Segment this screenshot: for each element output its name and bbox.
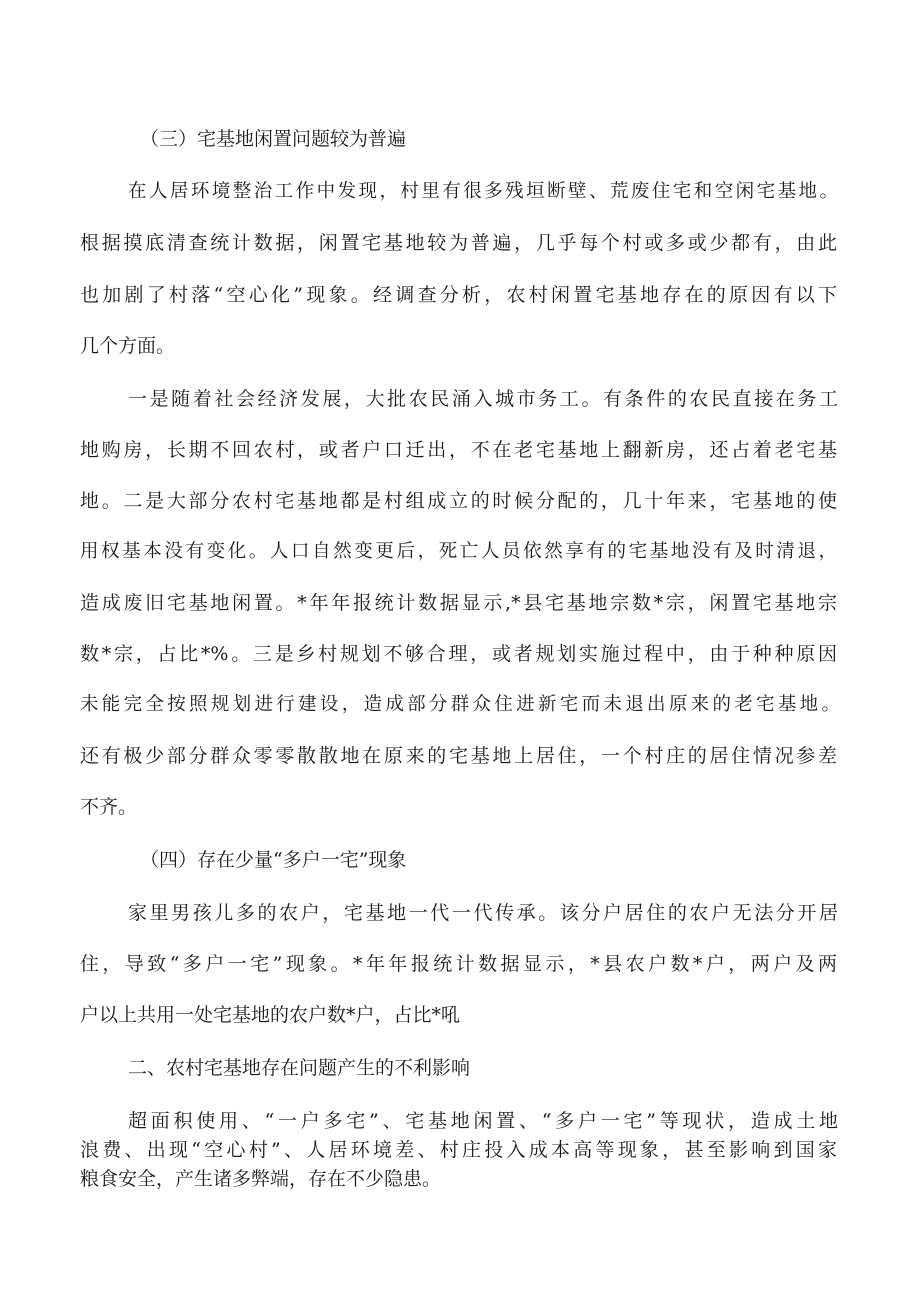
para-reasons-line-8: 还有极少部分群众零零散散地在原来的宅基地上居住，一个村庄的居住情况参差 xyxy=(80,745,837,767)
para-impact-line-2: 浪费、出现“空心村”、人居环境差、村庄投入成本高等现象，甚至影响到国家 xyxy=(80,1139,837,1161)
section-adverse-impacts: 二、农村宅基地存在问题产生的不利影响 xyxy=(128,1057,471,1079)
heading-idle-homesteads: （三）宅基地闲置问题较为普遍 xyxy=(140,128,407,150)
para-impact-line-1: 超面积使用、“一户多宅”、宅基地闲置、“多户一宅”等现状，造成土地 xyxy=(128,1110,838,1132)
para-reasons-line-2: 地购房，长期不回农村，或者户口迁出，不在老宅基地上翻新房，还占着老宅基 xyxy=(80,439,837,461)
para-idle-line-3: 也加剧了村落“空心化”现象。经调查分析，农村闲置宅基地存在的原因有以下 xyxy=(80,284,837,306)
para-reasons-line-6: 数*宗，占比*%。三是乡村规划不够合理，或者规划实施过程中，由于种种原因 xyxy=(80,643,837,665)
para-multi-line-3: 户以上共用一处宅基地的农户数*户，占比*吼 xyxy=(80,1004,461,1026)
para-reasons-line-3: 地。二是大部分农村宅基地都是村组成立的时候分配的，几十年来，宅基地的使 xyxy=(80,490,837,512)
para-multi-line-1: 家里男孩儿多的农户，宅基地一代一代传承。该分户居住的农户无法分开居 xyxy=(128,902,838,924)
para-idle-line-2: 根据摸底清查统计数据，闲置宅基地较为普遍，几乎每个村或多或少都有，由此 xyxy=(80,232,837,254)
para-reasons-line-7: 未能完全按照规划进行建设，造成部分群众住进新宅而未退出原来的老宅基地。 xyxy=(80,694,840,715)
para-idle-line-4: 几个方面。 xyxy=(80,335,176,357)
para-reasons-line-4: 用权基本没有变化。人口自然变更后，死亡人员依然享有的宅基地没有及时清退， xyxy=(80,541,837,562)
para-impact-line-3: 粮食安全，产生诸多弊端，存在不少隐患。 xyxy=(80,1168,442,1190)
para-idle-line-1: 在人居环境整治工作中发现，村里有很多残垣断壁、荒废住宅和空闲宅基地。 xyxy=(128,181,838,202)
heading-multi-household: （四）存在少量“多户一宅”现象 xyxy=(140,849,407,871)
para-reasons-line-5: 造成废旧宅基地闲置。*年年报统计数据显示,*县宅基地宗数*宗，闲置宅基地宗 xyxy=(80,592,837,614)
para-reasons-line-1: 一是随着社会经济发展，大批农民涌入城市务工。有条件的农民直接在务工 xyxy=(128,388,838,410)
para-multi-line-2: 住，导致“多户一宅”现象。*年年报统计数据显示，*县农户数*户，两户及两 xyxy=(80,953,837,975)
para-reasons-line-9: 不齐。 xyxy=(80,796,138,818)
